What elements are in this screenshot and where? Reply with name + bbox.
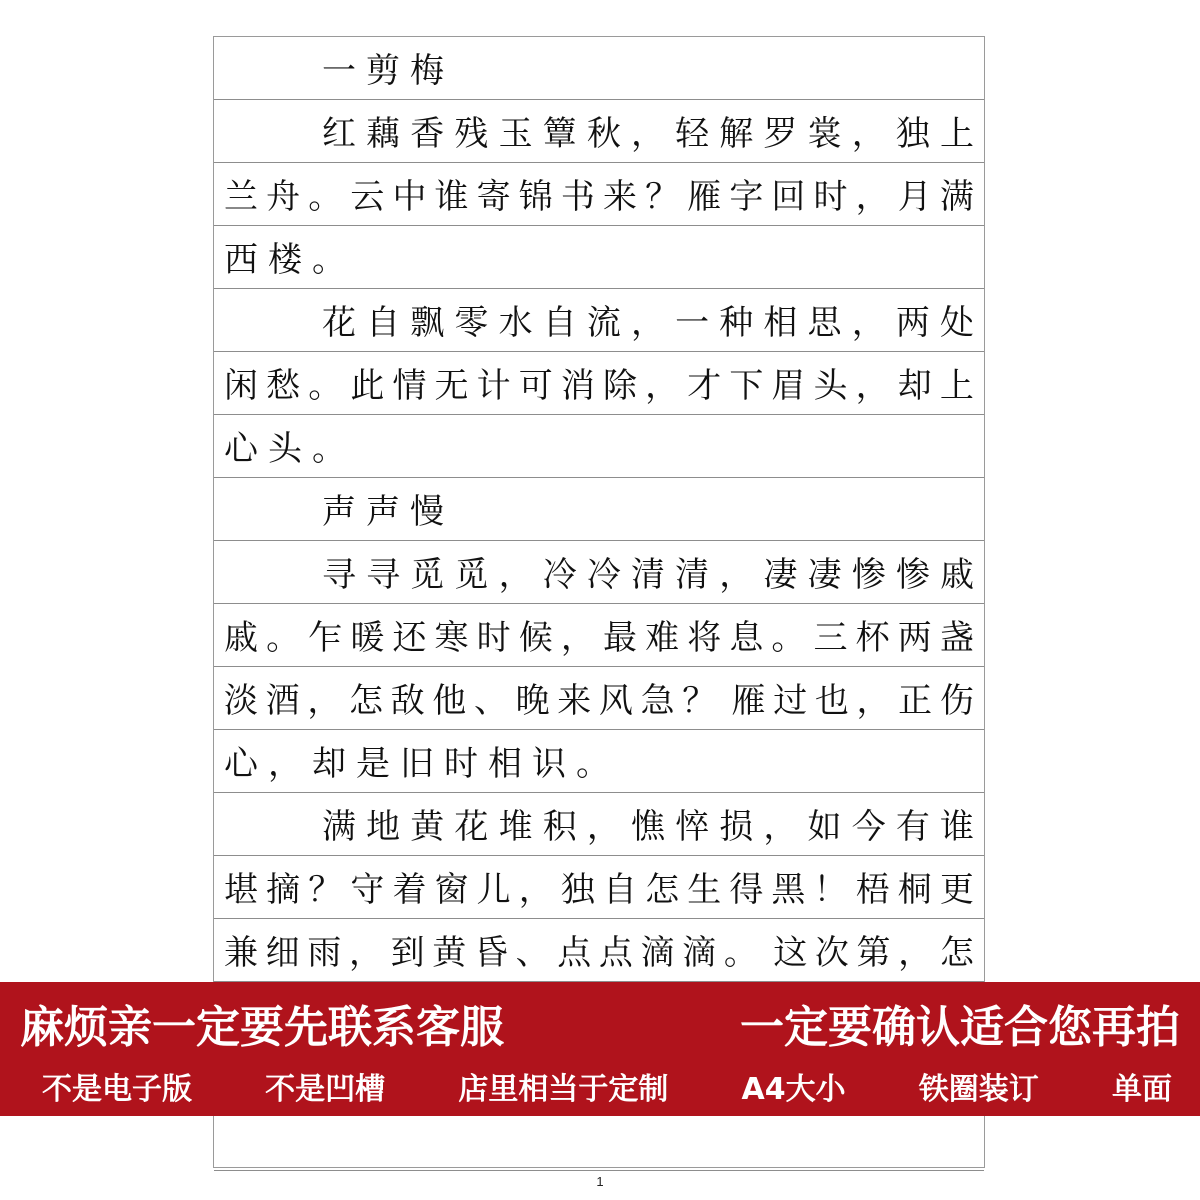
line-text: 西楼。 <box>224 240 356 280</box>
line-text: 满 地 黄 花 堆 积 ， 憔 悴 损 ， 如 今 有 谁 <box>322 807 974 847</box>
line-text: 兰 舟 。 云 中 谁 寄 锦 书 来 ？ 雁 字 回 时 ， 月 满 <box>224 177 974 217</box>
empty-ruled-line <box>214 1108 984 1171</box>
banner-main-row <box>20 988 1180 1058</box>
line-text: 寻 寻 觅 觅 ， 冷 冷 清 清 ， 凄 凄 惨 惨 戚 <box>322 555 974 595</box>
contact-service-notice: 麻烦亲一定要先联系客服 <box>20 1002 504 1053</box>
poem-text-line <box>214 604 984 667</box>
poem-text-line <box>214 226 984 289</box>
page-number: 1 <box>596 1174 604 1189</box>
line-text: 淡 酒 ， 怎 敌 他 、 晚 来 风 急 ？ 雁 过 也 ， 正 伤 <box>224 681 974 721</box>
feature-list <box>42 1064 1172 1108</box>
feature-item: 单面 <box>1111 1072 1172 1107</box>
line-text: 心，却是旧时相识。 <box>224 744 620 784</box>
poem-text-line <box>214 856 984 919</box>
line-text: 兼 细 雨 ， 到 黄 昏 、 点 点 滴 滴 。 这 次 第 ， 怎 <box>224 933 974 973</box>
line-text: 闲 愁 。 此 情 无 计 可 消 除 ， 才 下 眉 头 ， 却 上 <box>224 366 974 406</box>
line-text: 红 藕 香 残 玉 簟 秋 ， 轻 解 罗 裳 ， 独 上 <box>322 114 974 154</box>
line-text: 心头。 <box>224 429 356 469</box>
poem-text-line <box>214 667 984 730</box>
line-text: 一剪梅 <box>322 51 454 91</box>
poem-text-line <box>214 730 984 793</box>
feature-item: A4大小 <box>741 1072 846 1107</box>
poem-text-line <box>214 541 984 604</box>
poem-text-line <box>214 415 984 478</box>
feature-item: 店里相当于定制 <box>458 1072 669 1107</box>
poem-title-line <box>214 478 984 541</box>
poem-text-line <box>214 793 984 856</box>
confirm-before-buy-notice: 一定要确认适合您再拍 <box>740 1002 1180 1053</box>
poem-text-line <box>214 289 984 352</box>
feature-item: 不是凹槽 <box>265 1072 386 1107</box>
poem-text-line <box>214 352 984 415</box>
line-text: 声声慢 <box>322 492 454 532</box>
poem-text-line <box>214 163 984 226</box>
line-text: 堪 摘 ？ 守 着 窗 儿 ， 独 自 怎 生 得 黑 ！ 梧 桐 更 <box>224 870 974 910</box>
poem-text-line <box>214 919 984 982</box>
poem-title-line <box>214 37 984 100</box>
line-text: 花 自 飘 零 水 自 流 ， 一 种 相 思 ， 两 处 <box>322 303 974 343</box>
notice-banner <box>0 982 1200 1116</box>
poem-text-line <box>214 100 984 163</box>
feature-item: 铁圈装订 <box>918 1072 1039 1107</box>
feature-item: 不是电子版 <box>42 1072 192 1107</box>
line-text: 戚 。 乍 暖 还 寒 时 候 ， 最 难 将 息 。 三 杯 两 盏 <box>224 618 974 658</box>
